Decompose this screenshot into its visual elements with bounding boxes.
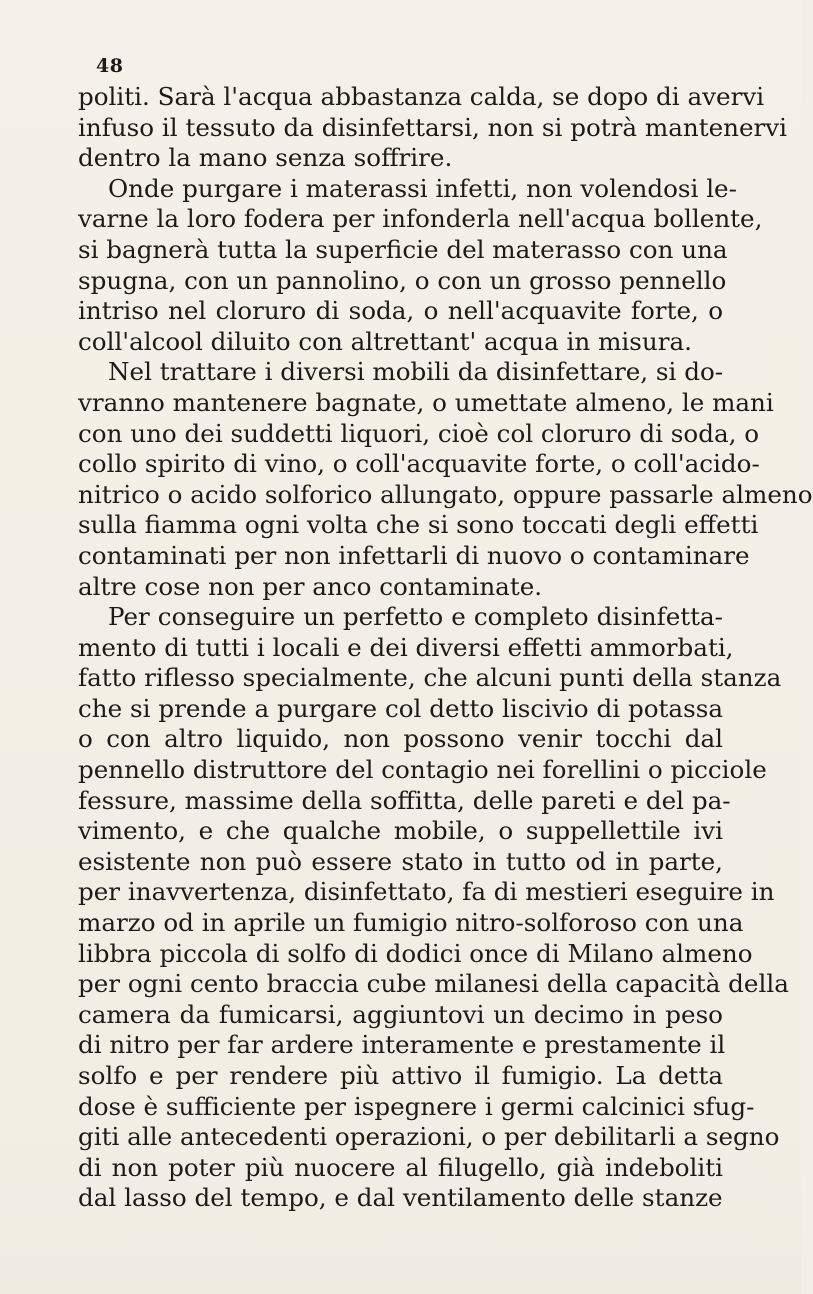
text-line: coll'alcool diluito con altrettant' acqua in misura. [78,326,692,356]
text-line: sulla fiamma ogni volta che si sono toccati degli effetti [78,510,759,540]
text-line: si bagnerà tutta la superficie del materasso con una [78,234,728,264]
text-line: solfo e per rendere più attivo il fumigio. La detta [78,1061,723,1090]
text-line: contaminati per non infettarli di nuovo o contaminare [78,540,750,570]
text-line: Per conseguire un perfetto e completo disinfetta- [108,602,723,632]
text-line: camera da fumicarsi, aggiuntovi un decimo in peso [78,999,723,1029]
text-line: fatto riflesso specialmente, che alcuni punti della stanza [78,663,782,693]
text-line: di non poter più nuocere al filugello, già indeboliti [78,1152,723,1182]
text-line: dose è sufficiente per ispegnere i germi calcinici sfug- [78,1091,755,1121]
text-line: dentro la mano senza soffrire. [78,143,453,173]
text-line: pennello distruttore del contagio nei forellini o picciole [78,755,767,785]
text-line: intriso nel cloruro di soda, o nell'acquavite forte, o [78,296,723,326]
text-line: libbra piccola di solfo di dodici once di Milano almeno [78,938,753,968]
paper-edge-shadow [0,1214,801,1294]
text-line: fessure, massime della soffitta, delle pareti e del pa- [78,785,731,815]
text-line: esistente non può essere stato in tutto od in parte, [78,846,723,876]
text-line: collo spirito di vino, o coll'acquavite forte, o coll'acido- [78,449,760,479]
text-line: di nitro per far ardere interamente e prestamente il [78,1030,726,1060]
text-line: altre cose non per anco contaminate. [78,571,543,601]
text-line: nitrico o acido solforico allungato, oppure passarle almeno [78,479,813,509]
page-number: 48 [96,55,124,77]
text-line: per ogni cento braccia cube milanesi della capacità della [78,969,789,999]
body-text [78,82,813,1214]
text-line: con uno dei suddetti liquori, cioè col cloruro di soda, o [78,418,760,448]
text-line: politi. Sarà l'acqua abbastanza calda, se dopo di avervi [78,82,765,111]
text-line: vranno mantenere bagnate, o umettate almeno, le mani [78,387,774,417]
text-line: che si prende a purgare col detto liscivio di potassa [78,693,723,723]
text-line: per inavvertenza, disinfettato, fa di mestieri eseguire in [78,877,775,907]
text-line: Onde purgare i materassi infetti, non volendosi le- [108,173,737,203]
text-line: Nel trattare i diversi mobili da disinfettare, si do- [108,357,724,387]
text-line: marzo od in aprile un fumigio nitro-solforoso con una [78,908,744,938]
text-line: mento di tutti i locali e dei diversi effetti ammorbati, [78,632,734,662]
text-line: dal lasso del tempo, e dal ventilamento delle stanze [78,1183,723,1213]
text-line: giti alle antecedenti operazioni, o per debilitarli a segno [78,1122,780,1152]
text-line: varne la loro fodera per infonderla nell'acqua bollente, [78,204,763,234]
text-line: infuso il tessuto da disinfettarsi, non si potrà mantenervi [78,112,788,142]
text-line: vimento, e che qualche mobile, o suppellettile ivi [78,816,723,846]
text-line: o con altro liquido, non possono venir tocchi dal [78,724,723,754]
text-line: spugna, con un pannolino, o con un grosso pennello [78,265,727,295]
